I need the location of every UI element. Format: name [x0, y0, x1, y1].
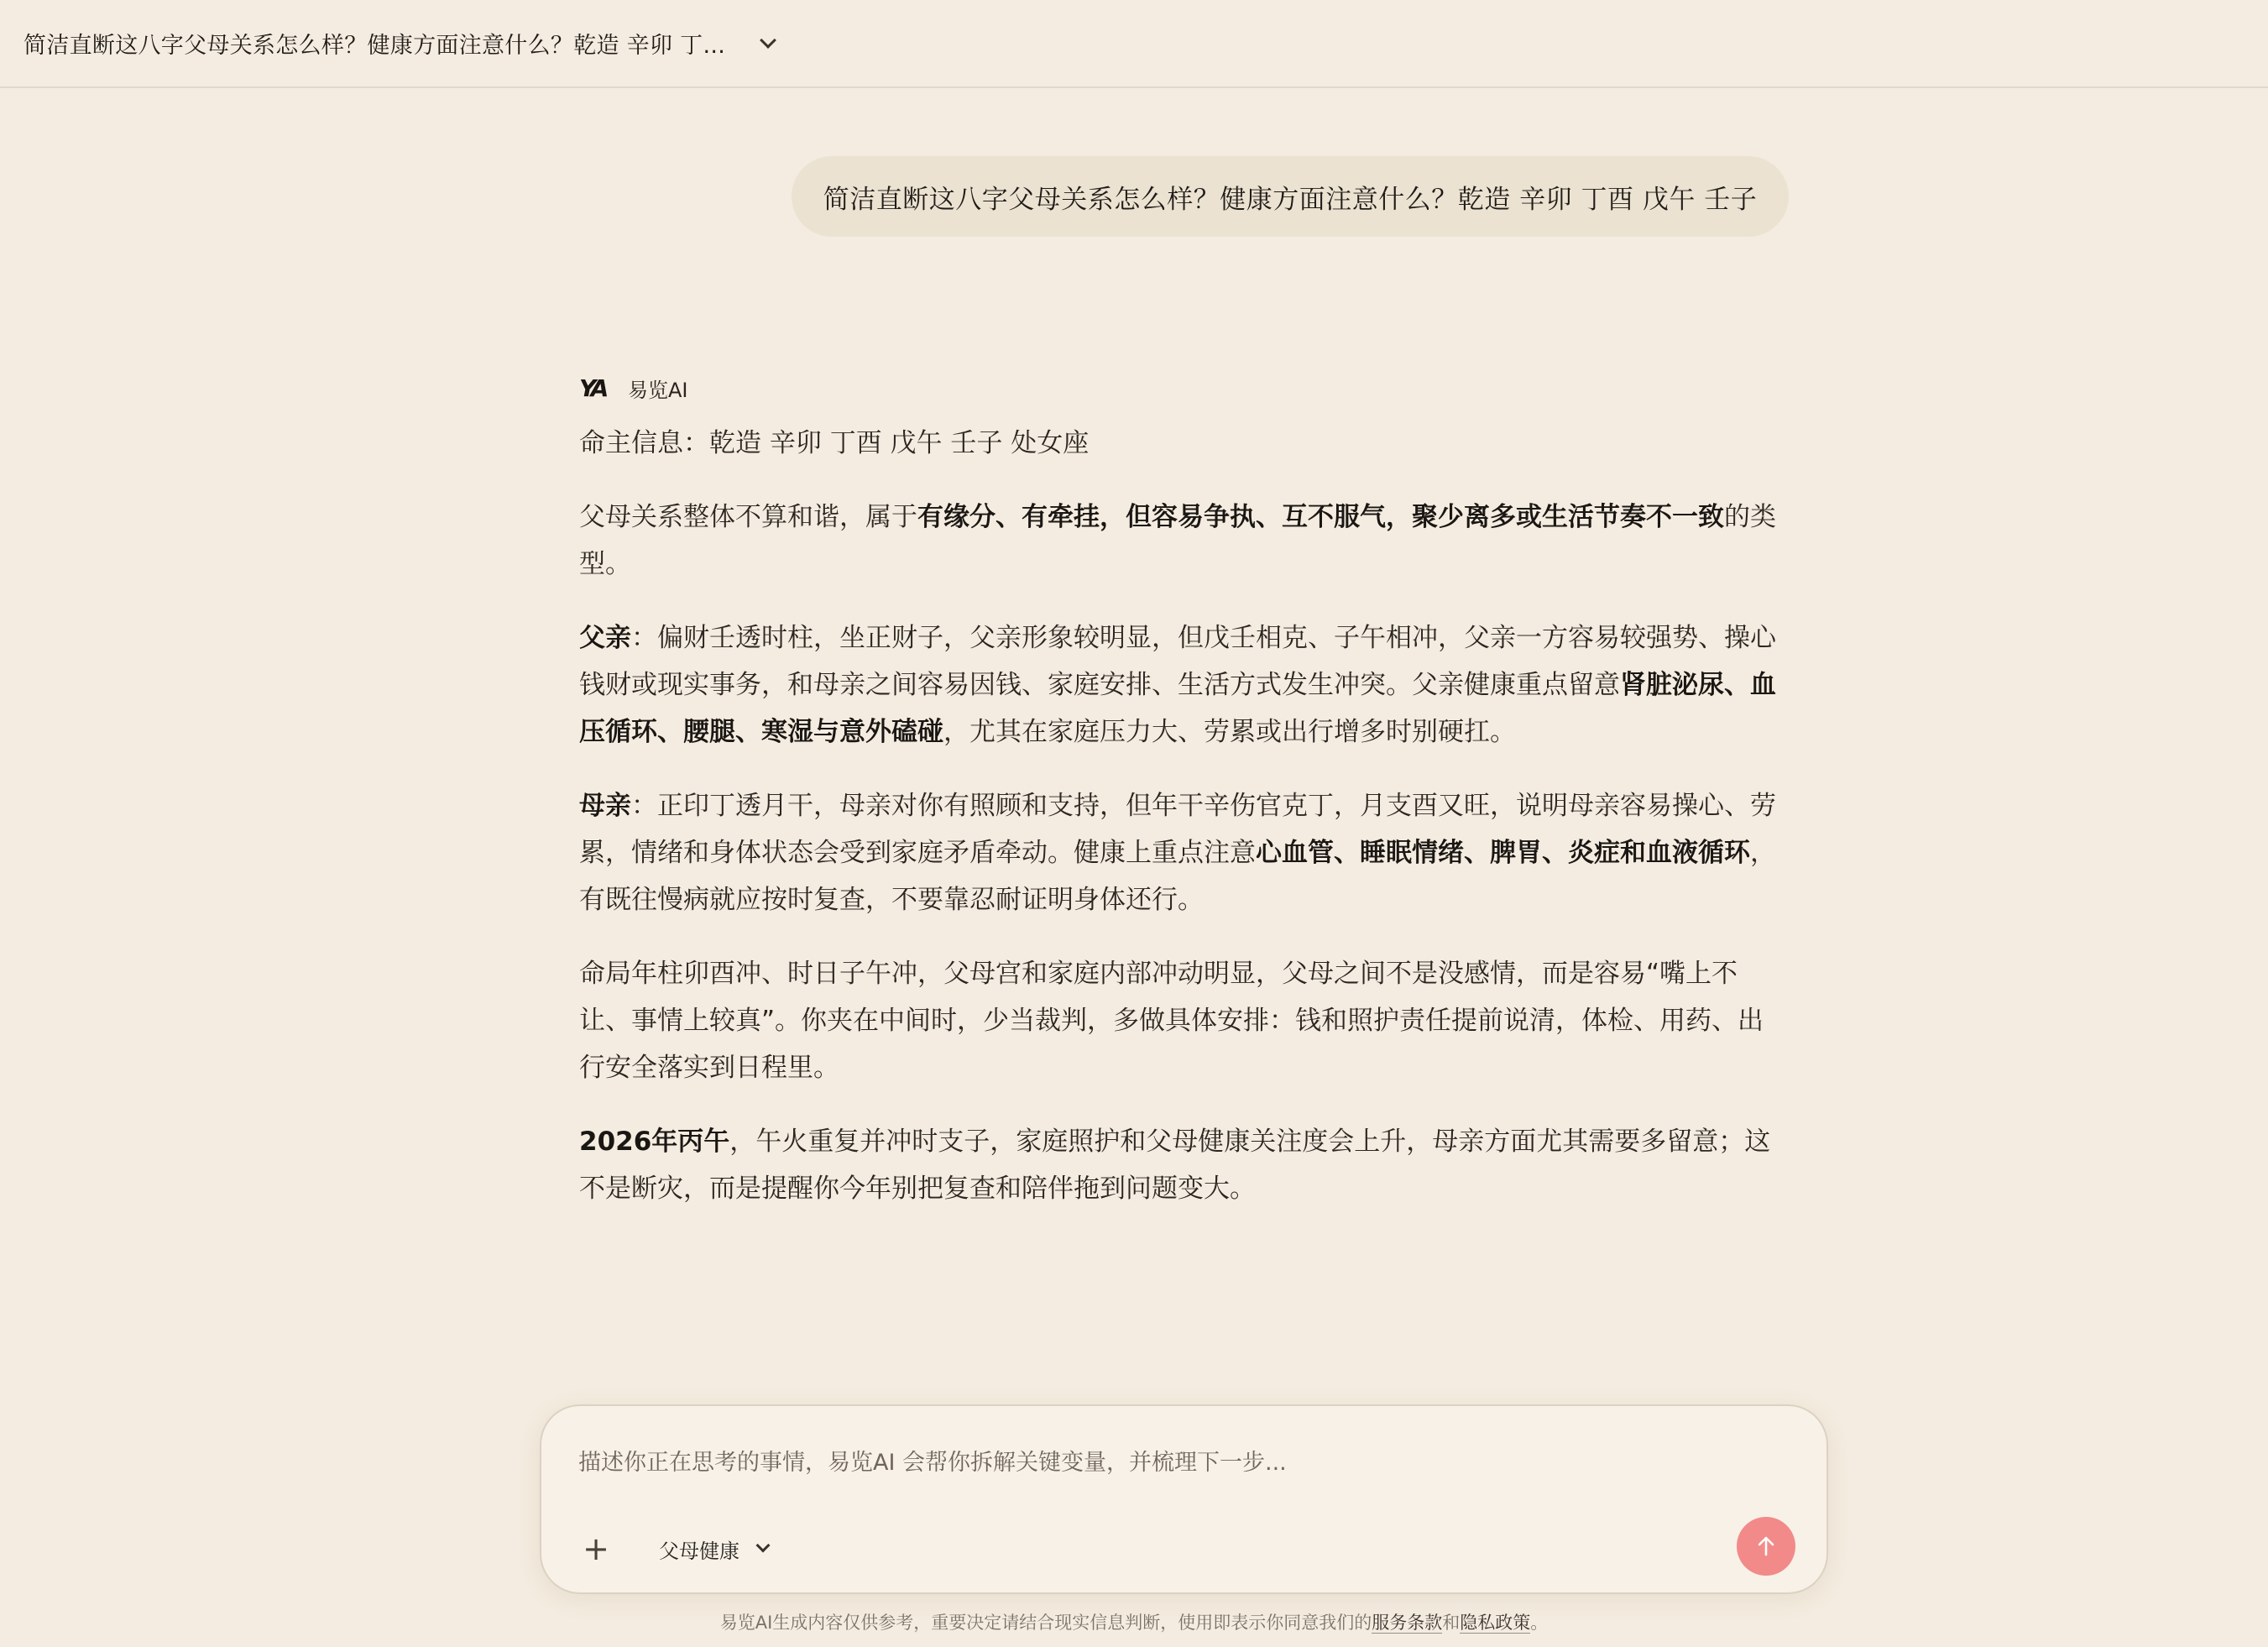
answer-text: ：偏财壬透时柱，坐正财子，父亲形象较明显，但戊壬相克、子午相冲，父亲一方容易较强势、操心钱财或现实事务，和母亲之间容易因钱、家庭安排、生活方式发生冲突。父亲健康重点留意: [579, 623, 1776, 700]
chevron-down-icon[interactable]: [760, 32, 776, 49]
topic-select-label: 父母健康: [659, 1539, 739, 1563]
answer-bold-text: 心血管、睡眠情绪、脾胃、炎症和血液循环: [1256, 838, 1750, 868]
message-input[interactable]: [578, 1441, 1737, 1483]
conversation-header: [0, 0, 2268, 88]
answer-paragraph: [579, 494, 1788, 588]
assistant-header: [579, 371, 688, 405]
topic-select[interactable]: [659, 1532, 768, 1566]
answer-paragraph: [579, 782, 1788, 923]
assistant-name: 易览AI: [628, 378, 688, 402]
answer-paragraph: [579, 420, 1788, 467]
arrow-up-icon: [1754, 1535, 1778, 1558]
chevron-down-icon: [756, 1539, 771, 1553]
disclaimer-text: 。: [1530, 1613, 1549, 1633]
disclaimer-text: 易览AI生成内容仅供参考，重要决定请结合现实信息判断，使用即表示你同意我们的: [719, 1613, 1372, 1633]
disclaimer-text: 和: [1442, 1613, 1461, 1633]
answer-bold-text: 肾脏泌尿、血压循环、腰腿、寒湿与意外磕碰: [579, 670, 1776, 747]
answer-text: 命主信息：乾造 辛卯 丁酉 戊午 壬子 处女座: [579, 428, 1090, 458]
answer-bold-text: 有缘分、有牵挂，但容易争执、互不服气，聚少离多或生活节奏不一致: [917, 502, 1724, 532]
answer-bold-text: 父亲: [579, 623, 631, 653]
answer-text: ，午火重复并冲时支子，家庭照护和父母健康关注度会上升，母亲方面尤其需要多留意；这不是断灾，而是提醒你今年别把复查和陪伴拖到问题变大。: [579, 1127, 1771, 1204]
terms-link[interactable]: 服务条款: [1372, 1613, 1443, 1633]
answer-bold-text: 母亲: [579, 791, 631, 821]
answer-paragraph: [579, 614, 1788, 756]
answer-paragraph: [579, 950, 1788, 1091]
assistant-answer: [579, 420, 1788, 1239]
user-message-bubble: [792, 156, 1789, 237]
answer-text: 的类型。: [579, 502, 1776, 579]
message-composer: [540, 1404, 1828, 1594]
answer-text: ：正印丁透月干，母亲对你有照顾和支持，但年干辛伤官克丁，月支酉又旺，说明母亲容易操心、劳累，情绪和身体状态会受到家庭矛盾牵动。健康上重点注意: [579, 791, 1776, 868]
user-message-text: 简洁直断这八字父母关系怎么样？健康方面注意什么？乾造 辛卯 丁酉 戊午 壬子: [823, 184, 1758, 215]
answer-text: 命局年柱卯酉冲、时日子午冲，父母宫和家庭内部冲动明显，父母之间不是没感情，而是容易“嘴上不让、事情上较真”。你夹在中间时，少当裁判，多做具体安排：钱和照护责任提前说清，体检、用药、出行安全落实到日程里。: [579, 959, 1764, 1083]
conversation-title[interactable]: 简洁直断这八字父母关系怎么样？健康方面注意什么？乾造 辛卯 丁...: [24, 33, 726, 59]
answer-text: 父母关系整体不算和谐，属于: [579, 502, 917, 532]
answer-bold-text: 2026年丙午: [579, 1127, 730, 1157]
answer-text: ，有既往慢病就应按时复查，不要靠忍耐证明身体还行。: [579, 838, 1776, 915]
yilan-logo-icon: YA: [579, 374, 606, 402]
answer-paragraph: [579, 1118, 1788, 1212]
footer-disclaimer: [0, 1609, 2268, 1634]
answer-text: ，尤其在家庭压力大、劳累或出行增多时别硬扛。: [943, 717, 1516, 747]
privacy-link[interactable]: 隐私政策: [1460, 1613, 1531, 1633]
add-attachment-button[interactable]: +: [583, 1530, 609, 1567]
send-button[interactable]: [1737, 1517, 1795, 1576]
